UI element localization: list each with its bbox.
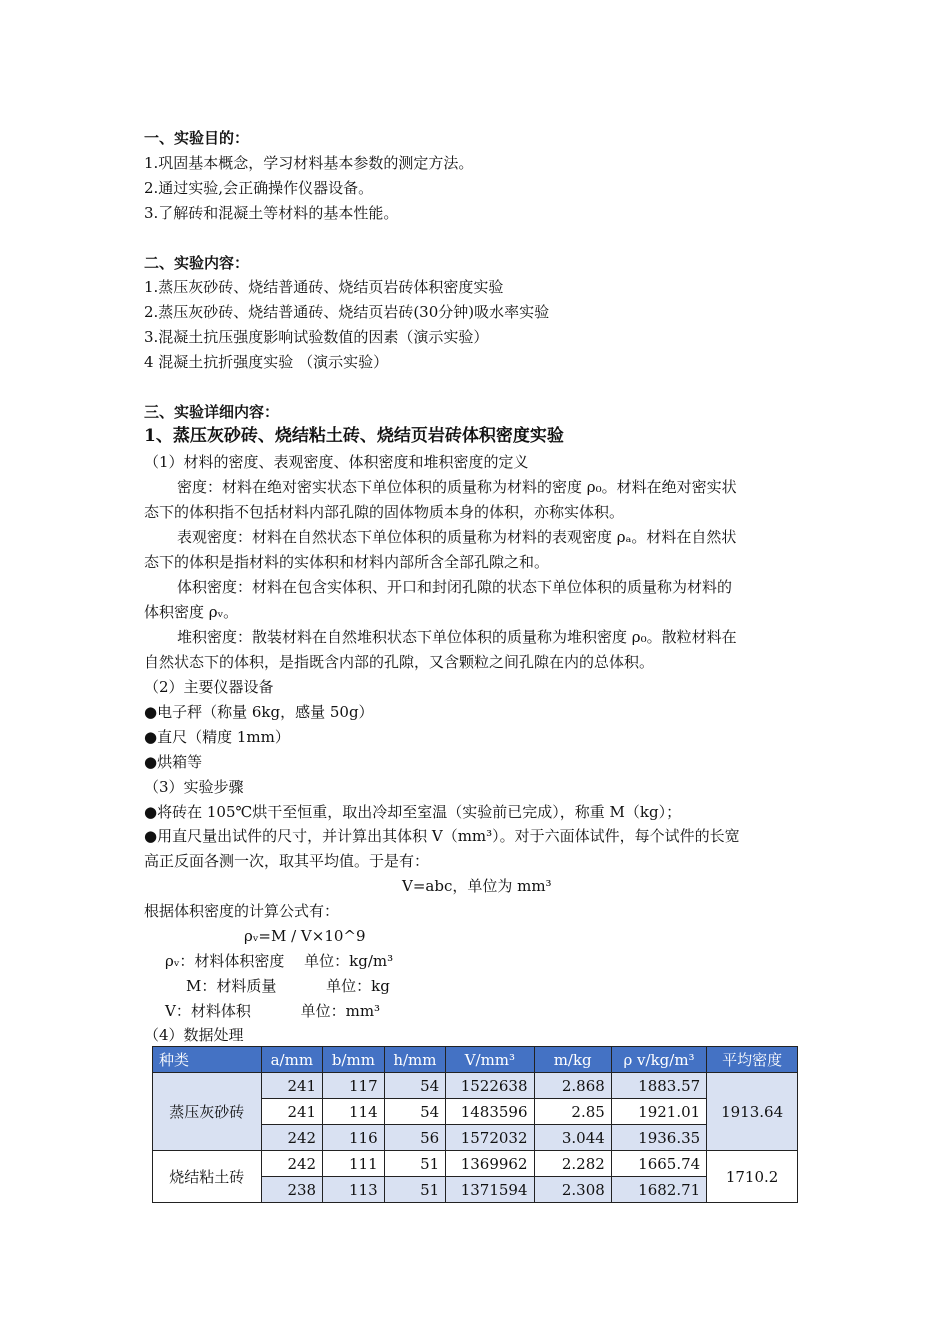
table-cell: 241 bbox=[261, 1099, 323, 1125]
variable-definition: V：材料体积 单位：mm³ bbox=[165, 1002, 381, 1020]
step-item: ●用直尺量出试件的尺寸，并计算出其体积 V（mm³）。对于六面体试件，每个试件的长宽 bbox=[144, 827, 740, 845]
table-row bbox=[153, 1151, 798, 1177]
content-item: 1.蒸压灰砂砖、烧结普通砖、烧结页岩砖体积密度实验 bbox=[144, 278, 504, 296]
table-cell: 1522638 bbox=[446, 1073, 534, 1099]
section-3-title: 三、实验详细内容： bbox=[144, 403, 280, 421]
table-cell: 117 bbox=[323, 1073, 385, 1099]
column-header: m/kg bbox=[534, 1047, 611, 1073]
paragraph-line: 态下的体积是指材料的实体积和材料内部所含全部孔隙之和。 bbox=[144, 553, 550, 571]
table-cell: 1369962 bbox=[446, 1151, 534, 1177]
table-cell: 51 bbox=[384, 1177, 446, 1203]
column-header: ρ v/kg/m³ bbox=[611, 1047, 706, 1073]
table-cell: 1921.01 bbox=[611, 1099, 706, 1125]
table-cell: 54 bbox=[384, 1099, 446, 1125]
step-item: 高正反面各测一次，取其平均值。于是有： bbox=[144, 852, 430, 870]
table-cell: 238 bbox=[261, 1177, 323, 1203]
table-cell: 2.85 bbox=[534, 1099, 611, 1125]
table-cell: 2.282 bbox=[534, 1151, 611, 1177]
equipment-item: ●直尺（精度 1mm） bbox=[144, 728, 290, 746]
paragraph-line: 态下的体积指不包括材料内部孔隙的固体物质本身的体积，亦称实体积。 bbox=[144, 503, 625, 521]
column-header: 平均密度 bbox=[707, 1047, 798, 1073]
paragraph-line: 体积密度 ρᵥ。 bbox=[144, 603, 239, 621]
density-formula: ρᵥ=M / V×10^9 bbox=[244, 927, 366, 945]
paragraph-line: 表观密度：材料在自然状态下单位体积的质量称为材料的表观密度 ρₐ。材料在自然状 bbox=[177, 528, 737, 546]
table-cell: 56 bbox=[384, 1125, 446, 1151]
table-cell: 3.044 bbox=[534, 1125, 611, 1151]
column-header: h/mm bbox=[384, 1047, 446, 1073]
content-item: 3.混凝土抗压强度影响试验数值的因素（演示实验） bbox=[144, 328, 489, 346]
table-cell: 113 bbox=[323, 1177, 385, 1203]
column-header: b/mm bbox=[323, 1047, 385, 1073]
table-cell: 116 bbox=[323, 1125, 385, 1151]
table-cell: 1483596 bbox=[446, 1099, 534, 1125]
category-cell: 烧结粘土砖 bbox=[153, 1151, 262, 1203]
objective-item: 3.了解砖和混凝土等材料的基本性能。 bbox=[144, 204, 399, 222]
paragraph-line: 密度：材料在绝对密实状态下单位体积的质量称为材料的密度 ρ₀。材料在绝对密实状 bbox=[177, 478, 737, 496]
subsection-title: （3）实验步骤 bbox=[144, 778, 244, 796]
table-cell: 242 bbox=[261, 1125, 323, 1151]
paragraph-line: 堆积密度：散装材料在自然堆积状态下单位体积的质量称为堆积密度 ρ₀。散粒材料在 bbox=[177, 628, 737, 646]
table-cell: 1665.74 bbox=[611, 1151, 706, 1177]
table-cell: 1682.71 bbox=[611, 1177, 706, 1203]
data-table bbox=[152, 1046, 798, 1203]
paragraph-line: 体积密度：材料在包含实体积、开口和封闭孔隙的状态下单位体积的质量称为材料的 bbox=[177, 578, 733, 596]
table-cell: 51 bbox=[384, 1151, 446, 1177]
table-cell: 242 bbox=[261, 1151, 323, 1177]
subsection-title: （1）材料的密度、表观密度、体积密度和堆积密度的定义 bbox=[144, 453, 529, 471]
average-cell: 1710.2 bbox=[707, 1151, 798, 1203]
step-item: ●将砖在 105℃烘干至恒重，取出冷却至室温（实验前已完成），称重 M（kg）； bbox=[144, 803, 682, 821]
objective-item: 1.巩固基本概念，学习材料基本参数的测定方法。 bbox=[144, 154, 474, 172]
objective-item: 2.通过实验,会正确操作仪器设备。 bbox=[144, 179, 374, 197]
paragraph-line: 自然状态下的体积，是指既含内部的孔隙，又含颗粒之间孔隙在内的总体积。 bbox=[144, 653, 655, 671]
table-cell: 1936.35 bbox=[611, 1125, 706, 1151]
table-cell: 2.308 bbox=[534, 1177, 611, 1203]
table-cell: 114 bbox=[323, 1099, 385, 1125]
experiment-heading: 1、蒸压灰砂砖、烧结粘土砖、烧结页岩砖体积密度实验 bbox=[144, 426, 564, 446]
equipment-item: ●烘箱等 bbox=[144, 753, 203, 771]
table-header-row bbox=[153, 1047, 798, 1073]
table-cell: 1572032 bbox=[446, 1125, 534, 1151]
table-cell: 1883.57 bbox=[611, 1073, 706, 1099]
table-cell: 241 bbox=[261, 1073, 323, 1099]
table-row bbox=[153, 1073, 798, 1099]
table-cell: 2.868 bbox=[534, 1073, 611, 1099]
subsection-title: （2）主要仪器设备 bbox=[144, 678, 274, 696]
column-header: a/mm bbox=[261, 1047, 323, 1073]
calc-intro: 根据体积密度的计算公式有： bbox=[144, 902, 340, 920]
section-1-title: 一、实验目的： bbox=[144, 129, 250, 147]
table-cell: 111 bbox=[323, 1151, 385, 1177]
variable-definition: ρᵥ：材料体积密度 单位：kg/m³ bbox=[165, 952, 394, 970]
variable-definition: M：材料质量 单位：kg bbox=[186, 977, 390, 995]
category-cell: 蒸压灰砂砖 bbox=[153, 1073, 262, 1151]
subsection-title: （4）数据处理 bbox=[144, 1026, 244, 1044]
column-header: V/mm³ bbox=[446, 1047, 534, 1073]
content-item: 2.蒸压灰砂砖、烧结普通砖、烧结页岩砖(30分钟)吸水率实验 bbox=[144, 303, 550, 321]
table-cell: 1371594 bbox=[446, 1177, 534, 1203]
volume-formula: V=abc，单位为 mm³ bbox=[402, 877, 552, 895]
section-2-title: 二、实验内容： bbox=[144, 254, 250, 272]
table-cell: 54 bbox=[384, 1073, 446, 1099]
column-header: 种类 bbox=[153, 1047, 262, 1073]
content-item: 4 混凝土抗折强度实验 （演示实验） bbox=[144, 353, 389, 371]
equipment-item: ●电子秤（称量 6kg，感量 50g） bbox=[144, 703, 374, 721]
average-cell: 1913.64 bbox=[707, 1073, 798, 1151]
